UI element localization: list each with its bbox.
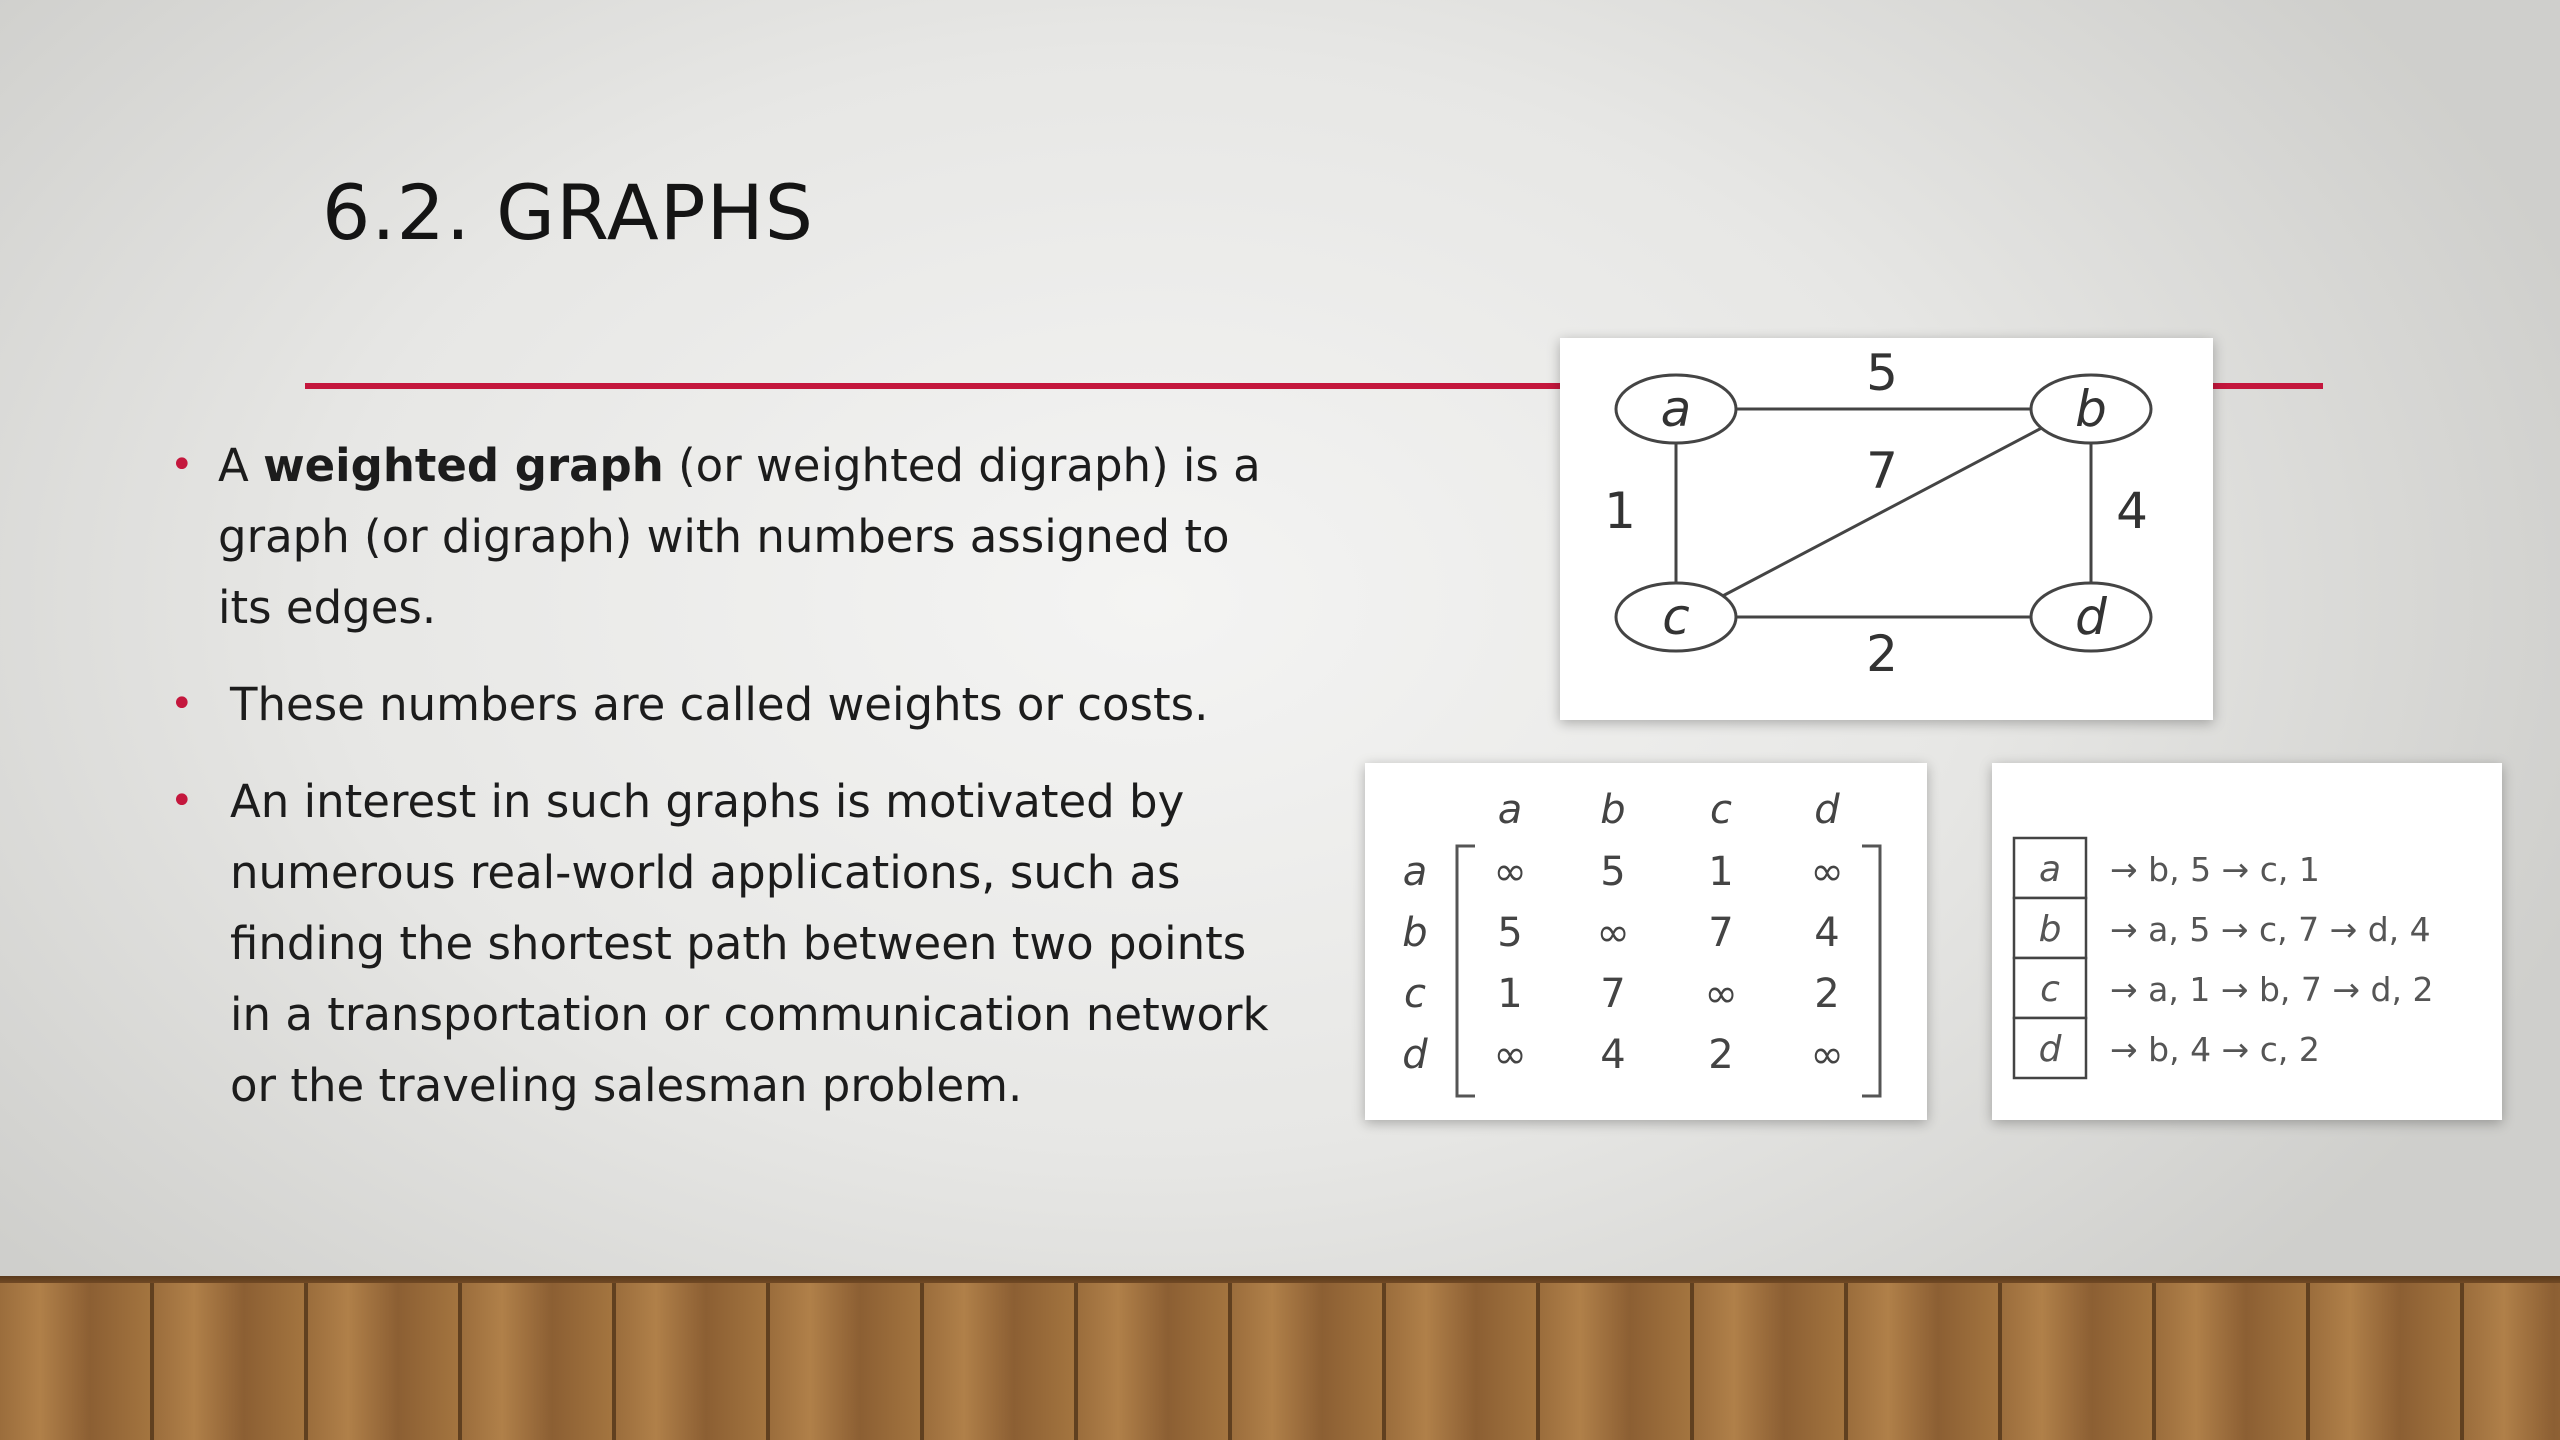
vertex-a-label: a	[1660, 380, 1692, 438]
weight-b-d: 4	[2116, 482, 2148, 540]
weight-c-d: 2	[1866, 625, 1898, 683]
bullet-bold-term: weighted graph	[263, 439, 664, 492]
matrix-cell: 5	[1497, 910, 1523, 956]
bullet-dot-icon: •	[170, 778, 194, 824]
list-entries: → b, 5 → c, 1	[2110, 850, 2320, 889]
matrix-left-bracket	[1457, 846, 1475, 1096]
matrix-cell: 1	[1497, 971, 1523, 1017]
matrix-col-header: a	[1497, 787, 1523, 833]
list-vertex-label: b	[2038, 909, 2062, 950]
list-entries: → a, 5 → c, 7 → d, 4	[2110, 910, 2431, 949]
matrix-row-header: c	[1404, 971, 1426, 1017]
bullet-item	[170, 766, 1290, 1121]
vertex-b-label: b	[2075, 380, 2107, 438]
matrix-row-header: b	[1402, 910, 1428, 956]
matrix-cell: ∞	[1493, 1032, 1527, 1078]
weight-c-b: 7	[1866, 442, 1898, 500]
bullet-dot-icon: •	[170, 442, 194, 488]
matrix-cell: 5	[1600, 849, 1626, 895]
bullet-text-prefix: A	[218, 439, 264, 492]
matrix-col-header: d	[1814, 787, 1840, 833]
matrix-cell: ∞	[1704, 971, 1738, 1017]
matrix-cell: 7	[1708, 910, 1734, 956]
list-vertex-label: a	[2038, 849, 2062, 890]
vertex-c-label: c	[1662, 588, 1690, 646]
weight-a-b: 5	[1866, 344, 1898, 402]
matrix-cell: ∞	[1810, 849, 1844, 895]
matrix-cell: 2	[1708, 1032, 1734, 1078]
weight-a-c: 1	[1604, 482, 1636, 540]
vertex-d-label: d	[2075, 588, 2107, 646]
bullet-text: These numbers are called weights or costs.	[230, 678, 1209, 731]
adjacency-list-svg	[1992, 763, 2502, 1120]
matrix-cell: 4	[1814, 910, 1840, 956]
weighted-graph-svg	[1560, 338, 2213, 720]
bullet-text-suffix: (or weighted digraph) is a graph (or digraph) with numbers assigned to its edges.	[218, 439, 1261, 634]
wood-floor-background	[0, 1283, 2560, 1440]
matrix-cell: ∞	[1493, 849, 1527, 895]
matrix-cell: ∞	[1810, 1032, 1844, 1078]
list-vertex-label: c	[2040, 969, 2060, 1010]
weight-matrix-figure	[1365, 763, 1927, 1120]
bullet-item	[170, 430, 1290, 643]
bullet-list	[170, 430, 1290, 1147]
weighted-graph-figure	[1560, 338, 2213, 720]
matrix-cell: ∞	[1596, 910, 1630, 956]
matrix-cell: 1	[1708, 849, 1734, 895]
matrix-cell: 2	[1814, 971, 1840, 1017]
bullet-text: An interest in such graphs is motivated by numerous real-world applications, such as finding the shortest path between two points in a transportation or communication network or the traveling salesman problem.	[230, 775, 1269, 1112]
matrix-col-header: b	[1600, 787, 1626, 833]
adjacency-list-figure	[1992, 763, 2502, 1120]
matrix-right-bracket	[1862, 846, 1880, 1096]
matrix-row-header: d	[1402, 1032, 1428, 1078]
bullet-item	[170, 669, 1290, 740]
matrix-row-header: a	[1402, 849, 1428, 895]
matrix-cell: 4	[1600, 1032, 1626, 1078]
slide-title: 6.2. GRAPHS	[322, 168, 815, 257]
list-vertex-label: d	[2038, 1029, 2062, 1070]
weight-matrix-svg	[1365, 763, 1927, 1120]
list-entries: → a, 1 → b, 7 → d, 2	[2110, 970, 2434, 1009]
bullet-dot-icon: •	[170, 681, 194, 727]
matrix-cell: 7	[1600, 971, 1626, 1017]
list-entries: → b, 4 → c, 2	[2110, 1030, 2320, 1069]
matrix-col-header: c	[1710, 787, 1732, 833]
